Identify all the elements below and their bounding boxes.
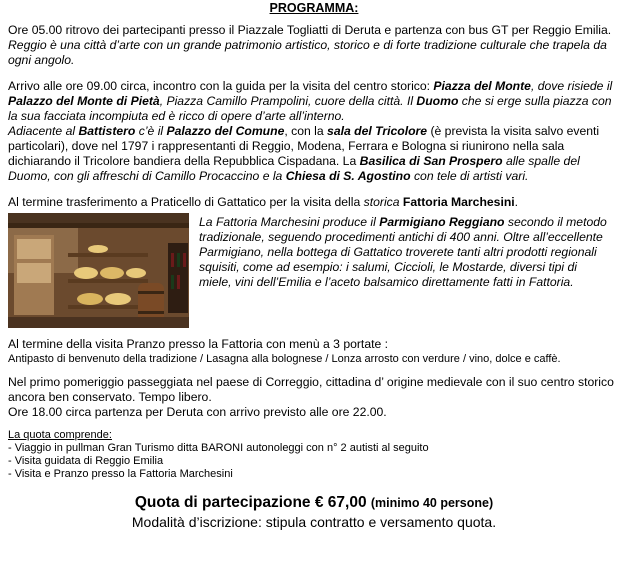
place-palazzo-monte-pieta: Palazzo del Monte di Pietà: [8, 94, 160, 108]
text-segment: secondo il metodo tradizionale, seguendo procedimenti antichi di 400 anni. Oltre all’eccellente Parmigiano, nella bottega di Gattatico troverete tanti altri prodotti regionali squisiti, come ad esempio: i salumi, Ciccioli, le Mostarde, diversi tipi di miele, vini dell’Emilia e l’aceto balsamico direttamente fatti in Fattoria.: [199, 215, 607, 289]
price-main: Quota di partecipazione € 67,00: [134, 494, 367, 511]
text-segment: che si erge sulla piazza con la sua facciata incompiuta ed è ricco di opere d’arte all’interno.: [8, 94, 612, 123]
place-piazza-del-monte: Piazza del Monte: [433, 79, 531, 93]
text-segment: , Piazza Camillo Prampolini, cuore della città. Il: [159, 94, 417, 108]
farm-shop-illustration: [8, 213, 189, 328]
farm-shop-photo: [8, 213, 189, 328]
quota-item: - Visita guidata di Reggio Emilia: [8, 455, 164, 467]
text-segment: , dove risiede il: [530, 79, 613, 93]
page-title: PROGRAMMA:: [269, 1, 359, 15]
text-segment: storica: [363, 195, 400, 209]
reggio-description: Reggio è una città d’arte con un grande patrimonio artistico, storico e di forte tradizione culturale che trapela da ogni angolo.: [8, 38, 607, 67]
text-segment: (è prevista la visita salvo eventi particolari), dove nel 1797 i rappresentanti di Reggio, Modena, Ferrara e Bologna si riunirono nella sala dichiarando il Tricolore bandiera della Repubblica Cispadana. La: [8, 124, 600, 168]
text-segment: .: [514, 195, 519, 209]
paragraph-departure: [8, 23, 620, 68]
place-battistero: Battistero: [78, 124, 136, 138]
text-segment: alle spalle del Duomo, con gli affreschi di Camillo Procaccino e la: [8, 154, 580, 183]
place-basilica-san-prospero: Basilica di San Prospero: [359, 154, 503, 168]
text-segment: con tele di artisti vari.: [410, 169, 529, 183]
price-line: [8, 493, 620, 513]
text-segment: , con la: [284, 124, 328, 138]
quota-heading: La quota comprende:: [8, 429, 112, 441]
place-fattoria-marchesini: Fattoria Marchesini: [402, 195, 515, 209]
paragraph-afternoon: Nel primo pomeriggio passeggiata nel paese di Correggio, cittadina d’ origine medievale con il suo centro storico ancora ben conservato. Tempo libero.: [8, 375, 614, 404]
registration-mode: Modalità d’iscrizione: stipula contratto e versamento quota.: [131, 514, 497, 530]
place-chiesa-s-agostino: Chiesa di S. Agostino: [285, 169, 411, 183]
farm-section: [8, 213, 620, 331]
product-parmigiano: Parmigiano Reggiano: [379, 215, 505, 229]
text-segment: Arrivo alle ore 09.00 circa, incontro con la guida per la visita del centro storico:: [8, 79, 434, 93]
paragraph-return: Ore 18.00 circa partenza per Deruta con arrivo previsto alle ore 22.00.: [8, 405, 387, 419]
farm-description: [189, 213, 609, 331]
paragraph-battistero: [8, 124, 620, 184]
departure-text: Ore 05.00 ritrovo dei partecipanti presso il Piazzale Togliatti di Deruta e partenza con bus GT per Reggio Emilia.: [8, 23, 612, 37]
menu-line: Antipasto di benvenuto della tradizione / Lasagna alla bolognese / Lonza arrosto con verdure / vino, dolce e caffè.: [8, 353, 561, 365]
quota-includes: [8, 428, 620, 481]
price-note: (minimo 40 persone): [370, 496, 494, 510]
quota-item: - Viaggio in pullman Gran Turismo ditta BARONI autonoleggi con n° 2 autisti al seguito: [8, 442, 429, 454]
text-segment: c’è il: [135, 124, 167, 138]
place-palazzo-comune: Palazzo del Comune: [166, 124, 285, 138]
text-segment: Adiacente al: [8, 124, 79, 138]
quota-item: - Visita e Pranzo presso la Fattoria Marchesini: [8, 468, 233, 480]
paragraph-transfer: [8, 195, 620, 210]
paragraph-city-visit: [8, 79, 620, 124]
paragraph-lunch: Al termine della visita Pranzo presso la Fattoria con menù a 3 portate :: [8, 337, 389, 351]
text-segment: Al termine trasferimento a Praticello di Gattatico per la visita della: [8, 195, 364, 209]
place-sala-tricolore: sala del Tricolore: [327, 124, 428, 138]
place-duomo: Duomo: [416, 94, 459, 108]
text-segment: La Fattoria Marchesini produce il: [199, 215, 380, 229]
document-page: [8, 0, 620, 531]
